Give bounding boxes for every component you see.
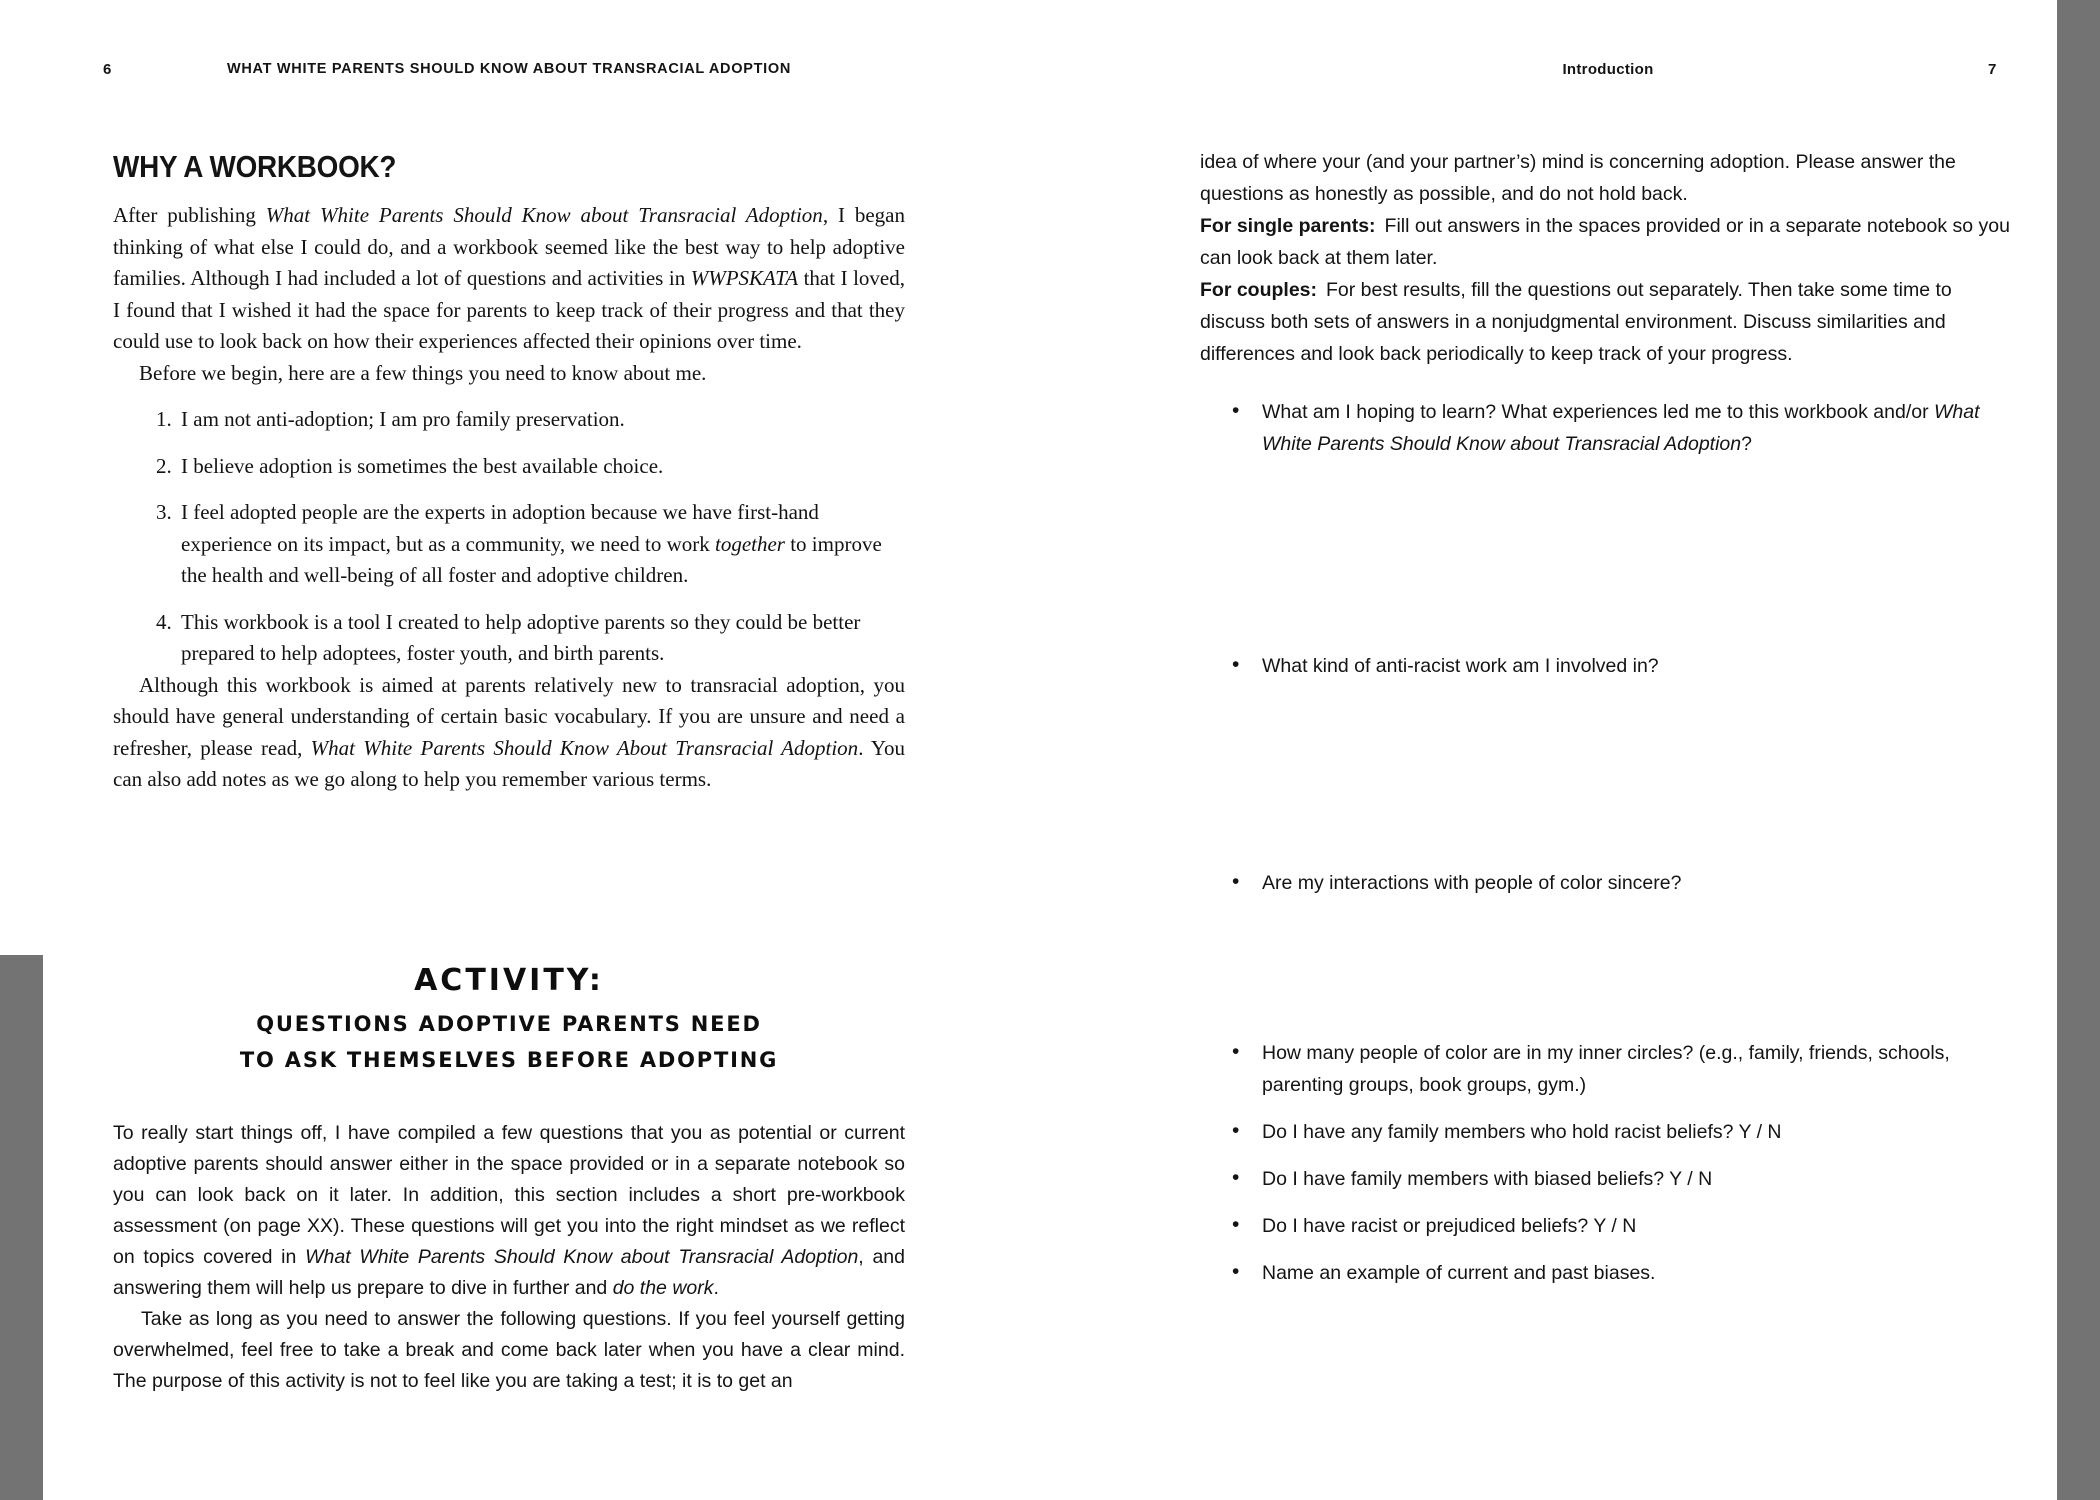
- text-segment: to improve the health and well-being of all foster and adoptive children.: [181, 531, 882, 587]
- text-segment: Although this workbook is aimed at parents relatively new to transracial adoption, you should have general understanding of certain basic vocabulary. If you are unsure and need a refresher, please read,: [113, 672, 905, 760]
- text-segment: What White Parents Should Know about Transracial Adoption: [265, 203, 823, 227]
- numbered-list-item: [177, 607, 905, 670]
- activity-intro-body: [113, 1118, 905, 1397]
- couples-note: [1200, 274, 2016, 370]
- right-page-number: 7: [1988, 61, 1997, 78]
- text-segment: Name an example of current and past biases.: [1262, 1262, 1656, 1284]
- questions-bullet-list: [1200, 396, 2016, 1289]
- activity-subtitle-line1: QUESTIONS ADOPTIVE PARENTS NEED: [256, 1012, 762, 1036]
- paragraph: [113, 1118, 905, 1304]
- right-page-body: [1200, 146, 2016, 1289]
- text-segment: that I loved, I found that I wished it had the space for parents to keep track of their progress and that they could use to look back on how their experiences affected their opinions over time.: [113, 266, 905, 353]
- question-bullet-item: [1262, 867, 2016, 899]
- text-segment: WWPSKATA: [690, 266, 799, 290]
- activity-title: ACTIVITY:: [414, 963, 604, 998]
- text-segment: do the work: [612, 1277, 714, 1299]
- numbered-list-item: [177, 404, 905, 436]
- single-parents-note: [1200, 210, 2016, 274]
- paragraph: [113, 200, 905, 358]
- question-bullet-item: [1262, 1116, 2016, 1148]
- section-heading: WHY A WORKBOOK?: [113, 149, 397, 184]
- text-segment: This workbook is a tool I created to help adoptive parents so they could be better prepared to help adoptees, foster youth, and birth parents.: [181, 609, 861, 665]
- text-segment: I feel adopted people are the experts in adoption because we have first-hand experience on its impact, but as a community, we need to work: [181, 500, 819, 556]
- next-page-edge-strip: [2057, 0, 2100, 1500]
- left-page-body: [113, 200, 905, 796]
- single-parents-label: For single parents:: [1200, 215, 1376, 237]
- text-segment: I believe adoption is sometimes the best available choice.: [181, 453, 664, 478]
- paragraph: [113, 670, 905, 796]
- text-segment: Do I have family members with biased beliefs? Y / N: [1262, 1168, 1713, 1190]
- question-bullet-item: [1262, 1257, 2016, 1289]
- paragraph: idea of where your (and your partner’s) mind is concerning adoption. Please answer the questions as honestly as possible, and do not hold back.: [1200, 151, 1956, 205]
- question-bullet-item: [1262, 1210, 2016, 1242]
- question-bullet-item: [1262, 1037, 2016, 1101]
- text-segment: What White Parents Should Know About Transracial Adoption: [310, 735, 859, 760]
- previous-page-edge-strip: [0, 955, 43, 1500]
- numbered-list: [113, 404, 905, 670]
- text-segment: What am I hoping to learn? What experiences led me to this workbook and/or: [1262, 401, 1935, 423]
- text-segment: Do I have racist or prejudiced beliefs? Y / N: [1262, 1215, 1637, 1237]
- couples-text: For best results, fill the questions out separately. Then take some time to discuss both sets of answers in a nonjudgmental environment. Discuss similarities and differences and look back periodically to keep track of your progress.: [1200, 279, 1952, 365]
- activity-subtitle-line2: TO ASK THEMSELVES BEFORE ADOPTING: [239, 1048, 779, 1072]
- question-bullet-item: [1262, 1163, 2016, 1195]
- text-segment: What White Parents Should Know about Transracial Adoption: [305, 1246, 859, 1268]
- question-bullet-item: [1262, 650, 2016, 682]
- text-segment: ?: [1741, 433, 1752, 455]
- text-segment: Take as long as you need to answer the following questions. If you feel yourself getting overwhelmed, feel free to take a break and come back later when you have a clear mind. The purpose of this activity is not to feel like you are taking a test; it is to get an: [113, 1308, 905, 1392]
- text-segment: After publishing: [113, 203, 266, 227]
- right-running-head: Introduction: [1562, 61, 1654, 78]
- single-parents-text: Fill out answers in the spaces provided or in a separate notebook so you can look back at them later.: [1200, 215, 2010, 269]
- numbered-list-item: [177, 497, 905, 592]
- couples-label: For couples:: [1200, 279, 1318, 301]
- text-segment: . You can also add notes as we go along to help you remember various terms.: [113, 735, 905, 791]
- numbered-list-item: [177, 451, 905, 483]
- text-segment: Are my interactions with people of color sincere?: [1262, 872, 1682, 894]
- paragraph: Before we begin, here are a few things you need to know about me.: [139, 360, 707, 385]
- text-segment: What kind of anti-racist work am I involved in?: [1262, 655, 1659, 677]
- activity-heading-block: [113, 963, 905, 1078]
- text-segment: What White Parents Should Know about Transracial Adoption: [1262, 401, 1980, 455]
- text-segment: How many people of color are in my inner circles? (e.g., family, friends, schools, parenting groups, book groups, gym.): [1262, 1042, 1950, 1096]
- left-page-number: 6: [103, 61, 112, 78]
- paragraph: [113, 1304, 905, 1397]
- question-bullet-item: [1262, 396, 2016, 460]
- text-segment: I am not anti-adoption; I am pro family preservation.: [181, 407, 625, 431]
- text-segment: , and answering them will help us prepare to dive in further and: [113, 1246, 905, 1299]
- text-segment: , I began thinking of what else I could do, and a workbook seemed like the best way to help adoptive families. Although I had included a lot of questions and activities in: [113, 203, 906, 290]
- text-segment: Do I have any family members who hold racist beliefs? Y / N: [1262, 1121, 1782, 1143]
- text-segment: To really start things off, I have compiled a few questions that you as potential or current adoptive parents should answer either in the space provided or in a separate notebook so you can look back on it later. In addition, this section includes a short pre-workbook assessment (on page XX). These questions will get you into the right mindset as we reflect on topics covered in: [113, 1122, 905, 1268]
- left-running-head: WHAT WHITE PARENTS SHOULD KNOW ABOUT TRANSRACIAL ADOPTION: [226, 61, 792, 77]
- text-segment: together: [714, 531, 785, 556]
- text-segment: .: [713, 1277, 719, 1299]
